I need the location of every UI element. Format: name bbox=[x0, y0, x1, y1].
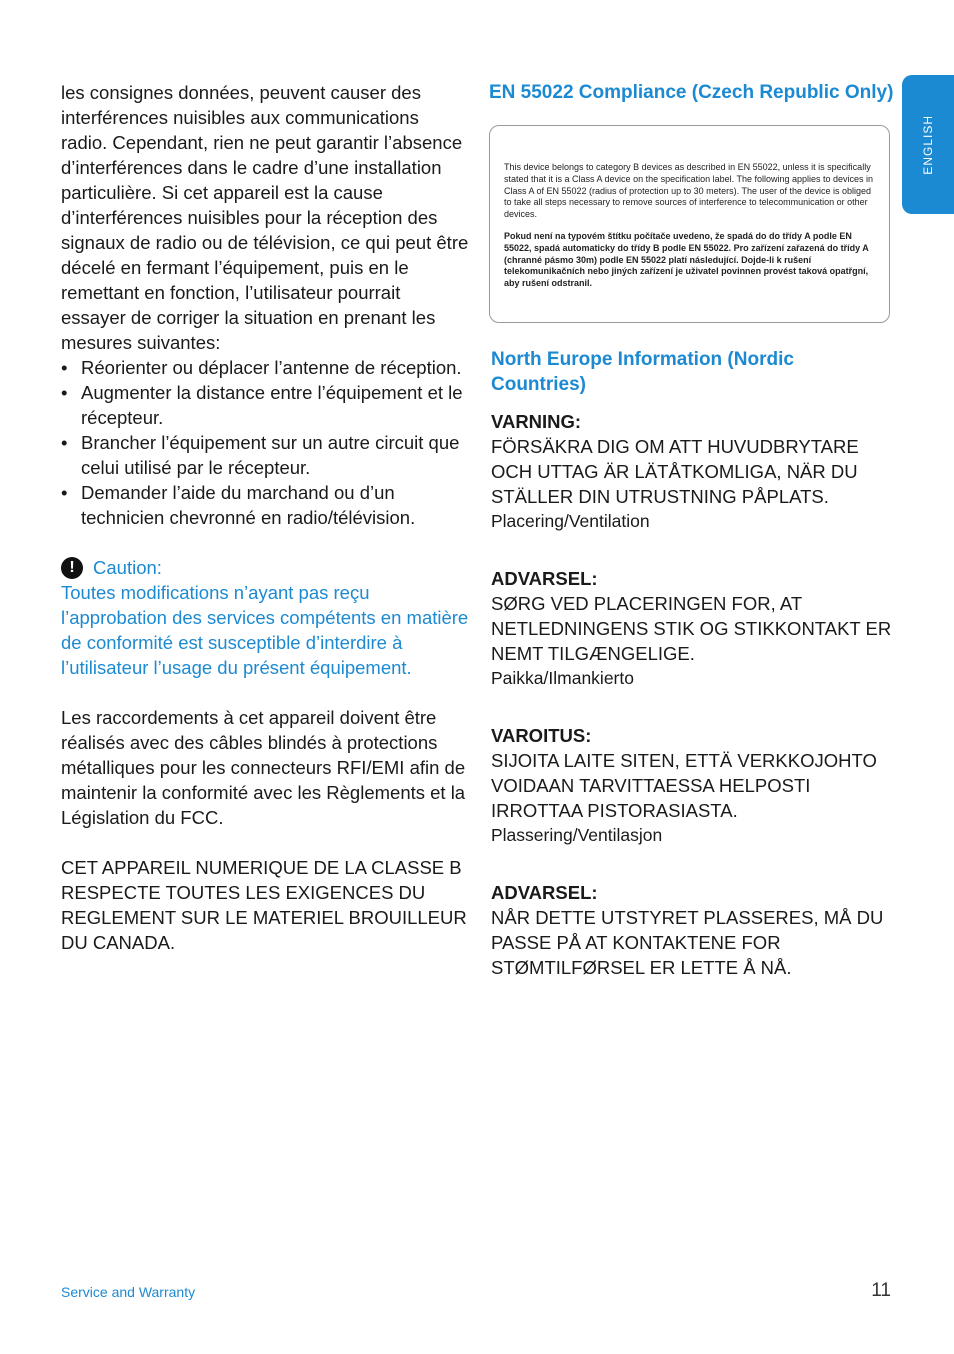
bullet-icon: • bbox=[61, 482, 68, 503]
connections-paragraph: Les raccordements à cet appareil doivent être réalisés avec des câbles blindés à protections métalliques pour les connecteurs RFI/EMI afin de maintenir la conformité avec les Règlements et la Législation du FCC. bbox=[61, 707, 466, 828]
warning-block-finnish bbox=[489, 723, 894, 848]
list-item-text: Brancher l’équipement sur un autre circuit que celui utilisé par le récepteur. bbox=[81, 432, 460, 478]
warning-block-swedish bbox=[489, 409, 894, 534]
warning-label: ADVARSEL: bbox=[491, 568, 598, 589]
list-item bbox=[61, 430, 469, 480]
en55022-heading: EN 55022 Compliance (Czech Republic Only) bbox=[489, 82, 894, 103]
intro-paragraph: les consignes données, peuvent causer des interférences nuisibles aux communications radio. Cependant, rien ne peut garantir l’absence d’interférences dans le cadre d’une installation particulière. Si cet appareil est la cause d’interférences nuisibles pour la réception des signaux de radio ou de télévision, ce qui peut être décelé en fermant l’équipement, puis en le remettant en fonction, l’utilisateur pourrait essayer de corriger la situation en prenant les mesures suivantes: bbox=[61, 82, 469, 353]
left-column bbox=[61, 80, 469, 955]
czech-notice-box bbox=[489, 125, 890, 323]
nordic-heading: North Europe Information (Nordic Countries) bbox=[491, 349, 794, 395]
notice-czech: Pokud není na typovém štítku počítače uvedeno, že spadá do do třídy A podle EN 55022, spadá automaticky do třídy B podle EN 55022. Pro zařízení zařazená do třídy A (chranné pásmo 30m) podle EN 55022 platí následující. Dojde-li k rušení telekomunikačních nebo jiných zařízení je uživatel povinnen provést taková opatřgní, aby rušení odstranil. bbox=[504, 230, 869, 289]
warning-label: VARNING: bbox=[491, 411, 582, 432]
page-number: 11 bbox=[871, 1280, 891, 1301]
caution-heading bbox=[61, 555, 469, 580]
list-item bbox=[61, 380, 469, 430]
measures-list bbox=[61, 355, 469, 530]
canada-paragraph: CET APPAREIL NUMERIQUE DE LA CLASSE B RESPECTE TOUTES LES EXIGENCES DU REGLEMENT SUR LE MATERIEL BROUILLEUR DU CANADA. bbox=[61, 857, 467, 953]
list-item-text: Augmenter la distance entre l’équipement et le récepteur. bbox=[81, 382, 463, 428]
bullet-icon: • bbox=[61, 432, 68, 453]
right-column bbox=[489, 80, 894, 980]
warning-text: SIJOITA LAITE SITEN, ETTÄ VERKKOJOHTO VOIDAAN TARVITTAESSA HELPOSTI IRROTTAA PISTORASIASTA. bbox=[491, 750, 877, 821]
warning-text: SØRG VED PLACERINGEN FOR, AT NETLEDNINGENS STIK OG STIKKONTAKT ER NEMT TILGÆNGELIGE. bbox=[491, 593, 892, 664]
warning-text: NÅR DETTE UTSTYRET PLASSERES, MÅ DU PASSE PÅ AT KONTAKTENE FOR STØMTILFØRSEL ER LETTE Å NÅ. bbox=[491, 907, 884, 978]
list-item-text: Réorienter ou déplacer l’antenne de réception. bbox=[81, 357, 462, 378]
warning-subtitle: Plassering/Ventilasjon bbox=[491, 825, 663, 845]
list-item bbox=[61, 355, 469, 380]
language-tab[interactable] bbox=[902, 75, 954, 214]
caution-icon: ! bbox=[61, 557, 83, 579]
caution-text: Toutes modifications n’ayant pas reçu l’approbation des services compétents en matière de conformité est susceptible d’interdire à l’utilisateur l’usage du présent équipement. bbox=[61, 582, 469, 678]
caution-label: Caution: bbox=[93, 557, 162, 578]
warning-subtitle: Paikka/Ilmankierto bbox=[491, 668, 634, 688]
list-item-text: Demander l’aide du marchand ou d’un technicien chevronné en radio/télévision. bbox=[81, 482, 416, 528]
warning-label: VAROITUS: bbox=[491, 725, 592, 746]
notice-english: This device belongs to category B devices as described in EN 55022, unless it is specifically stated that it is a Class A device on the specification label. The following applies to devices in Class A of EN 55022 (radius of protection up to 30 meters). The user of the device is obliged to take all steps necessary to remove sources of interference to telecommunication or other devices. bbox=[504, 162, 874, 220]
warning-subtitle: Placering/Ventilation bbox=[491, 511, 650, 531]
bullet-icon: • bbox=[61, 382, 68, 403]
warning-block-norwegian bbox=[489, 880, 894, 980]
footer-section-title: Service and Warranty bbox=[61, 1284, 196, 1300]
bullet-icon: • bbox=[61, 357, 68, 378]
warning-text: FÖRSÄKRA DIG OM ATT HUVUDBRYTARE OCH UTTAG ÄR LÄTÅTKOMLIGA, NÄR DU STÄLLER DIN UTRUSTNING PÅPLATS. bbox=[491, 436, 859, 507]
warning-block-danish bbox=[489, 566, 894, 691]
warning-label: ADVARSEL: bbox=[491, 882, 598, 903]
list-item bbox=[61, 480, 469, 530]
language-tab-label: ENGLISH bbox=[921, 114, 935, 175]
